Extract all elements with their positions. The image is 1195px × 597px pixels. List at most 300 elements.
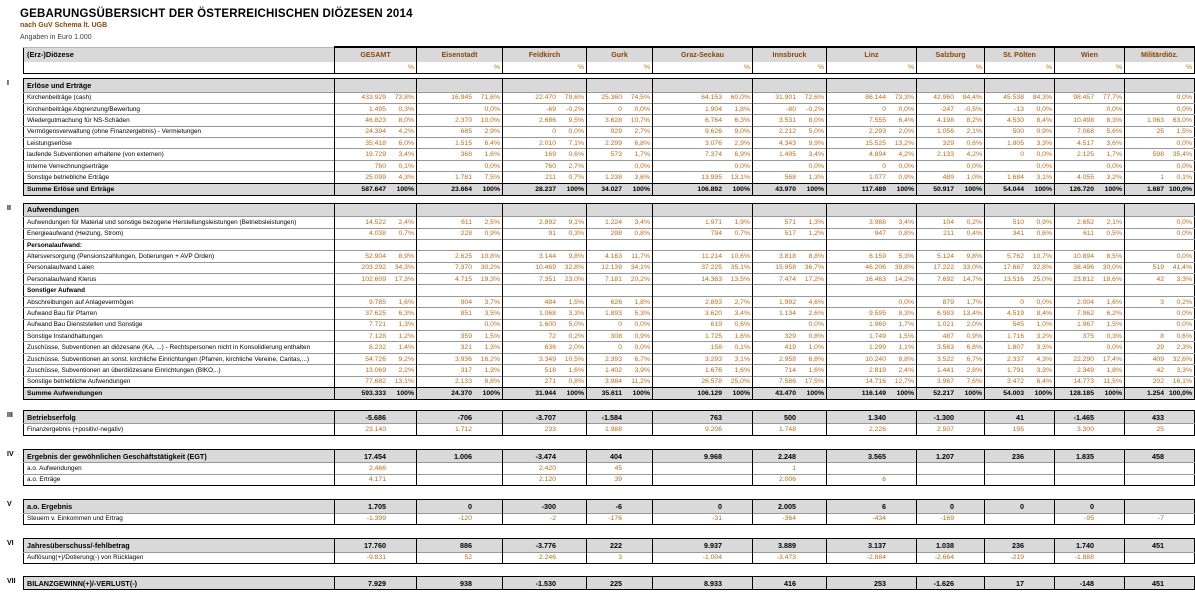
summary-value-cell: 1.006 — [417, 449, 503, 463]
value-cell: 2.420 — [503, 463, 587, 474]
value-percent-cell: 14.522 2,4% — [335, 217, 417, 228]
column-header-5: Innsbruck — [753, 47, 827, 62]
total-cell: 128.185 100% — [1055, 387, 1125, 399]
empty-cell — [587, 239, 653, 250]
value-percent-cell: 1.224 3,4% — [587, 217, 653, 228]
value-percent-cell: 611 0,5% — [1055, 228, 1125, 239]
percent-header-1: % — [417, 62, 503, 74]
column-header-7: Salzburg — [917, 47, 985, 62]
section-II — [4, 203, 1195, 400]
value-percent-cell: 573 1,7% — [587, 149, 653, 160]
value-percent-cell: 0 0,0% — [587, 103, 653, 114]
empty-cell — [503, 285, 587, 296]
value-percent-cell: 0 0,0% — [587, 342, 653, 353]
value-percent-cell: 25.360 74,5% — [587, 92, 653, 103]
empty-cell — [1125, 239, 1195, 250]
value-percent-cell: 0,0% — [587, 160, 653, 171]
value-percent-cell: 1.805 3,3% — [985, 138, 1055, 149]
value-cell: -219 — [985, 552, 1055, 563]
value-percent-cell: 228 0,9% — [417, 228, 503, 239]
value-percent-cell: 500 0,9% — [985, 126, 1055, 137]
value-cell — [1125, 474, 1195, 485]
value-cell — [1055, 474, 1125, 485]
value-percent-cell: 0,0% — [1125, 319, 1195, 330]
value-cell: 52 — [417, 552, 503, 563]
percent-header-10: % — [1125, 62, 1195, 74]
summary-value-cell: 17.454 — [335, 449, 417, 463]
summary-value-cell: 1.207 — [917, 449, 985, 463]
table-row — [24, 239, 1195, 250]
summary-value-cell: -5.686 — [335, 410, 417, 424]
value-percent-cell: 13.995 13,1% — [653, 172, 753, 183]
value-percent-cell: 98.457 77,7% — [1055, 92, 1125, 103]
value-percent-cell: 77.682 13,1% — [335, 376, 417, 387]
value-percent-cell: 0 0,0% — [503, 126, 587, 137]
section-table — [23, 576, 1195, 591]
table-row — [24, 474, 1195, 485]
table-row — [24, 138, 1195, 149]
value-percent-cell: 23.812 18,6% — [1055, 274, 1125, 285]
column-header-10: Militärdiöz. — [1125, 47, 1195, 62]
percent-header-8: % — [985, 62, 1055, 74]
value-percent-cell: 517 1,2% — [753, 228, 827, 239]
value-percent-cell: 271 0,8% — [503, 376, 587, 387]
empty-cell — [653, 203, 753, 217]
value-cell: 3 — [587, 552, 653, 563]
value-cell: -31 — [653, 513, 753, 524]
percent-header-2: % — [503, 62, 587, 74]
table-header-block — [4, 46, 1195, 74]
empty-cell — [827, 239, 917, 250]
section-table — [23, 449, 1195, 486]
value-percent-cell: 25.099 4,3% — [335, 172, 417, 183]
value-percent-cell: 714 1,6% — [753, 365, 827, 376]
value-percent-cell: 1.971 1,9% — [653, 217, 753, 228]
value-percent-cell: 1.299 1,1% — [827, 342, 917, 353]
value-percent-cell: 1.495 3,4% — [753, 149, 827, 160]
summary-value-cell: 763 — [653, 410, 753, 424]
table-row — [24, 228, 1195, 239]
value-percent-cell: 571 1,3% — [753, 217, 827, 228]
value-percent-cell: 2.393 6,7% — [587, 353, 653, 364]
value-percent-cell: 2.004 1,6% — [1055, 296, 1125, 307]
column-header-4: Graz-Seckau — [653, 47, 753, 62]
value-percent-cell: 4.894 4,2% — [827, 149, 917, 160]
value-percent-cell: 947 0,8% — [827, 228, 917, 239]
value-cell — [917, 474, 985, 485]
value-percent-cell: 46.823 8,0% — [335, 115, 417, 126]
value-percent-cell: 568 1,3% — [753, 172, 827, 183]
value-percent-cell: 3.628 10,7% — [587, 115, 653, 126]
value-percent-cell: 2.212 5,0% — [753, 126, 827, 137]
value-percent-cell: 298 0,8% — [587, 228, 653, 239]
row-label: Zuschüsse, Subventionen an sonst. kirchliche Einrichtungen (Pfarren, kirchliche Vereine, Caritas,...) — [24, 353, 335, 364]
value-percent-cell: 0,0% — [1125, 138, 1195, 149]
value-percent-cell: 2.370 10,0% — [417, 115, 503, 126]
title-block — [0, 0, 1195, 41]
value-percent-cell: 4.519 8,4% — [985, 308, 1055, 319]
value-percent-cell: 7.351 23,0% — [503, 274, 587, 285]
value-cell — [417, 474, 503, 485]
value-percent-cell: 3 0,2% — [1125, 296, 1195, 307]
value-percent-cell: 409 32,6% — [1125, 353, 1195, 364]
value-percent-cell: 7.181 20,2% — [587, 274, 653, 285]
value-percent-cell: 760 0,1% — [335, 160, 417, 171]
corner-label: (Erz-)Diözese — [24, 47, 335, 62]
value-percent-cell: 5.124 9,8% — [917, 251, 985, 262]
value-percent-cell: 46.206 39,8% — [827, 262, 917, 273]
row-label: Auflösung(+)/Dotierung(-) von Rücklagen — [24, 552, 335, 563]
value-percent-cell: 15.525 13,2% — [827, 138, 917, 149]
unit-note: Angaben in Euro 1.000 — [20, 34, 92, 41]
value-percent-cell: 1.684 3,1% — [985, 172, 1055, 183]
total-cell: 593.333 100% — [335, 387, 417, 399]
section-numeral: III — [7, 411, 13, 419]
value-percent-cell: 1.676 1,6% — [653, 365, 753, 376]
diocese-header-row — [24, 47, 1195, 62]
value-percent-cell: 16.463 14,2% — [827, 274, 917, 285]
value-percent-cell: 3.293 3,1% — [653, 353, 753, 364]
value-percent-cell: 1.068 3,3% — [503, 308, 587, 319]
column-header-3: Gurk — [587, 47, 653, 62]
summary-value-cell: 9.968 — [653, 449, 753, 463]
value-percent-cell: 3.620 3,4% — [653, 308, 753, 319]
value-cell: 2.006 — [753, 474, 827, 485]
row-label: Kirchenbeiträge Abgrenzung/Bewertung — [24, 103, 335, 114]
empty-cell — [917, 239, 985, 250]
table-row — [24, 217, 1195, 228]
value-percent-cell: 794 0,7% — [653, 228, 753, 239]
total-cell: 116.149 100% — [827, 387, 917, 399]
value-percent-cell: 12.139 34,1% — [587, 262, 653, 273]
corner-spacer — [24, 62, 335, 74]
empty-cell — [1125, 203, 1195, 217]
section-numeral: I — [7, 80, 9, 87]
value-cell: -169 — [917, 513, 985, 524]
value-percent-cell: 14.773 11,5% — [1055, 376, 1125, 387]
total-cell: 54.003 100% — [985, 387, 1055, 399]
value-cell: 4.171 — [335, 474, 417, 485]
table-row — [24, 342, 1195, 353]
total-cell: 43.970 100% — [753, 183, 827, 195]
value-percent-cell: 341 0,6% — [985, 228, 1055, 239]
value-percent-cell: 0,0% — [417, 160, 503, 171]
total-row — [24, 183, 1195, 195]
summary-value-cell: 3.889 — [753, 539, 827, 553]
value-percent-cell: 158 0,1% — [653, 342, 753, 353]
value-cell — [985, 513, 1055, 524]
value-percent-cell: 10.498 8,3% — [1055, 115, 1125, 126]
value-percent-cell: 17.222 33,0% — [917, 262, 985, 273]
total-label: Summe Erlöse und Erträge — [24, 183, 335, 195]
value-percent-cell: 38.496 30,0% — [1055, 262, 1125, 273]
report-title: GEBARUNGSÜBERSICHT DER ÖSTERREICHISCHEN DIÖZESEN 2014 — [20, 8, 413, 20]
summary-value-cell: 225 — [587, 576, 653, 590]
empty-cell — [1055, 285, 1125, 296]
empty-cell — [653, 79, 753, 93]
row-label: Sonstige betriebliche Erträge — [24, 172, 335, 183]
summary-value-cell: 1.835 — [1055, 449, 1125, 463]
summary-value-cell: 404 — [587, 449, 653, 463]
table-row — [24, 285, 1195, 296]
section-IV — [4, 449, 1195, 486]
summary-value-cell: 7.929 — [335, 576, 417, 590]
summary-value-cell: 451 — [1125, 576, 1195, 590]
value-percent-cell: 433.929 73,8% — [335, 92, 417, 103]
value-percent-cell: 0 0,0% — [985, 296, 1055, 307]
column-header-0: GESAMT — [335, 47, 417, 62]
summary-value-cell: -1.584 — [587, 410, 653, 424]
empty-cell — [587, 79, 653, 93]
value-percent-cell: 1.716 3,2% — [985, 331, 1055, 342]
value-percent-cell: 4.530 8,4% — [985, 115, 1055, 126]
value-cell: 39 — [587, 474, 653, 485]
row-label: Altersversorgung (Pensionszahlungen, Dotierungen + AVP Orden) — [24, 251, 335, 262]
summary-value-cell: 0 — [1055, 500, 1125, 514]
empty-cell — [985, 239, 1055, 250]
row-label: Aufwendungen für Material und sonstige bezogene Herstellungsleistungen (Betriebsleistungen) — [24, 217, 335, 228]
value-percent-cell: 1.515 6,4% — [417, 138, 503, 149]
value-percent-cell: 4.198 8,2% — [917, 115, 985, 126]
value-percent-cell: 7.370 30,2% — [417, 262, 503, 273]
value-cell: 2.466 — [335, 463, 417, 474]
value-percent-cell: 879 1,7% — [917, 296, 985, 307]
empty-cell — [1055, 79, 1125, 93]
summary-title-row — [24, 500, 1195, 514]
value-percent-cell: 3.144 9,8% — [503, 251, 587, 262]
value-percent-cell: 19.729 3,4% — [335, 149, 417, 160]
percent-header-9: % — [1055, 62, 1125, 74]
section-table — [23, 499, 1195, 525]
value-percent-cell: 10.240 8,8% — [827, 353, 917, 364]
value-percent-cell: 0 0,0% — [587, 319, 653, 330]
value-percent-cell: 9.595 8,3% — [827, 308, 917, 319]
value-cell — [417, 463, 503, 474]
value-percent-cell: 4.343 9,9% — [753, 138, 827, 149]
value-cell: 1.988 — [587, 424, 653, 435]
empty-cell — [917, 203, 985, 217]
summary-value-cell: 1.340 — [827, 410, 917, 424]
section-numeral: VII — [7, 577, 16, 585]
table-row — [24, 513, 1195, 524]
value-percent-cell: 419 1,0% — [753, 342, 827, 353]
value-cell: 1.712 — [417, 424, 503, 435]
value-cell: 45 — [587, 463, 653, 474]
summary-value-cell: 236 — [985, 539, 1055, 553]
value-percent-cell: 1.238 3,6% — [587, 172, 653, 183]
empty-cell — [917, 285, 985, 296]
value-percent-cell: 45.538 84,3% — [985, 92, 1055, 103]
value-cell — [653, 474, 753, 485]
value-percent-cell: 17.687 32,8% — [985, 262, 1055, 273]
value-percent-cell: 10.894 8,5% — [1055, 251, 1125, 262]
total-cell: 106.892 100% — [653, 183, 753, 195]
value-percent-cell: 3.818 8,8% — [753, 251, 827, 262]
table-row — [24, 262, 1195, 273]
value-percent-cell: 91 0,3% — [503, 228, 587, 239]
value-percent-cell: 611 2,5% — [417, 217, 503, 228]
value-percent-cell: 13.516 25,0% — [985, 274, 1055, 285]
summary-title-row — [24, 410, 1195, 424]
summary-value-cell: 458 — [1125, 449, 1195, 463]
value-percent-cell: 29 2,3% — [1125, 342, 1195, 353]
section-table — [23, 410, 1195, 436]
value-cell: 2.507 — [917, 424, 985, 435]
section-VI — [4, 538, 1195, 564]
value-percent-cell: 7.721 1,3% — [335, 319, 417, 330]
summary-value-cell: 1.038 — [917, 539, 985, 553]
summary-value-cell: 433 — [1125, 410, 1195, 424]
value-percent-cell: 1.791 3,3% — [985, 365, 1055, 376]
value-percent-cell: 0 0,0% — [827, 160, 917, 171]
value-cell: -176 — [587, 513, 653, 524]
row-label: laufende Subventionen erhaltene (von externen) — [24, 149, 335, 160]
value-percent-cell: 484 1,5% — [503, 296, 587, 307]
value-percent-cell: 308 0,9% — [587, 331, 653, 342]
value-percent-cell: 203.292 34,3% — [335, 262, 417, 273]
value-percent-cell: 3.936 16,2% — [417, 353, 503, 364]
value-percent-cell: 6.159 5,3% — [827, 251, 917, 262]
total-cell: 117.489 100% — [827, 183, 917, 195]
section-title: Aufwendungen — [24, 203, 335, 217]
total-cell: 24.370 100% — [417, 387, 503, 399]
value-percent-cell: 0 0,0% — [827, 103, 917, 114]
value-percent-cell: 619 0,6% — [653, 319, 753, 330]
value-percent-cell: 0,0% — [653, 160, 753, 171]
empty-cell — [827, 79, 917, 93]
summary-value-cell: 451 — [1125, 539, 1195, 553]
value-percent-cell: 3.984 11,2% — [587, 376, 653, 387]
value-percent-cell: 0,0% — [417, 103, 503, 114]
value-cell: 6 — [827, 474, 917, 485]
empty-cell — [753, 285, 827, 296]
value-percent-cell: 0,0% — [985, 160, 1055, 171]
summary-value-cell: 6 — [827, 500, 917, 514]
value-cell: 1 — [753, 463, 827, 474]
column-header-1: Eisenstadt — [417, 47, 503, 62]
value-percent-cell: 2.337 4,3% — [985, 353, 1055, 364]
value-percent-cell: 1 0,1% — [1125, 172, 1195, 183]
value-percent-cell: 35.418 6,0% — [335, 138, 417, 149]
value-percent-cell: 489 1,0% — [917, 172, 985, 183]
value-percent-cell: 2.349 1,8% — [1055, 365, 1125, 376]
table-row — [24, 319, 1195, 330]
value-percent-cell: 211 0,4% — [917, 228, 985, 239]
value-percent-cell: 0,0% — [753, 319, 827, 330]
summary-value-cell: 3.565 — [827, 449, 917, 463]
value-percent-cell: 7.555 6,4% — [827, 115, 917, 126]
value-cell: 2.120 — [503, 474, 587, 485]
numeral-gutter — [4, 46, 23, 48]
value-cell: 2.246 — [503, 552, 587, 563]
value-percent-cell: 4.055 3,2% — [1055, 172, 1125, 183]
percent-header-7: % — [917, 62, 985, 74]
value-cell — [985, 463, 1055, 474]
percent-header-3: % — [587, 62, 653, 74]
column-header-8: St. Pölten — [985, 47, 1055, 62]
summary-value-cell: 253 — [827, 576, 917, 590]
value-cell: 25 — [1125, 424, 1195, 435]
value-cell — [827, 463, 917, 474]
table-row — [24, 172, 1195, 183]
column-header-2: Feldkirch — [503, 47, 587, 62]
empty-cell — [753, 239, 827, 250]
section-table — [23, 203, 1195, 400]
column-header-9: Wien — [1055, 47, 1125, 62]
value-percent-cell: 0,0% — [1125, 217, 1195, 228]
value-percent-cell: 1.402 3,9% — [587, 365, 653, 376]
empty-cell — [587, 285, 653, 296]
summary-value-cell: 8.933 — [653, 576, 753, 590]
value-percent-cell: 3.988 3,4% — [827, 217, 917, 228]
value-cell — [1125, 463, 1195, 474]
row-label: Aufwand Bau Dienststellen und Sonstige — [24, 319, 335, 330]
value-percent-cell: 0,0% — [1125, 103, 1195, 114]
value-percent-cell: 72 0,2% — [503, 331, 587, 342]
empty-cell — [653, 285, 753, 296]
row-label: Zuschüsse, Subventionen an überdiözesane Einrichtungen (BIKO,..) — [24, 365, 335, 376]
empty-cell — [985, 203, 1055, 217]
value-percent-cell: 1.807 3,3% — [985, 342, 1055, 353]
value-percent-cell: 0,0% — [1055, 342, 1125, 353]
value-percent-cell: 2.133 4,2% — [917, 149, 985, 160]
summary-value-cell: 222 — [587, 539, 653, 553]
value-percent-cell: 15.958 36,7% — [753, 262, 827, 273]
value-percent-cell: 3.522 6,7% — [917, 353, 985, 364]
value-percent-cell: 3.472 6,4% — [985, 376, 1055, 387]
value-percent-cell: 368 1,6% — [417, 149, 503, 160]
row-label: Sonstige betriebliche Aufwendungen — [24, 376, 335, 387]
summary-value-cell: 2.248 — [753, 449, 827, 463]
summary-value-cell: 0 — [417, 500, 503, 514]
value-percent-cell: 0,0% — [1055, 160, 1125, 171]
value-percent-cell: 37.625 6,3% — [335, 308, 417, 319]
summary-value-cell: 938 — [417, 576, 503, 590]
section-numeral: V — [7, 501, 12, 509]
value-percent-cell: 1.056 2,1% — [917, 126, 985, 137]
value-percent-cell: 26.578 25,0% — [653, 376, 753, 387]
total-cell: 50.917 100% — [917, 183, 985, 195]
value-percent-cell: 31.901 72,6% — [753, 92, 827, 103]
total-cell: 28.237 100% — [503, 183, 587, 195]
summary-value-cell: -3.474 — [503, 449, 587, 463]
percent-header-4: % — [653, 62, 753, 74]
value-percent-cell: 1.967 1,5% — [1055, 319, 1125, 330]
empty-cell — [417, 285, 503, 296]
summary-value-cell — [1125, 500, 1195, 514]
percent-header-0: % — [335, 62, 417, 74]
value-percent-cell: 86.144 73,3% — [827, 92, 917, 103]
value-percent-cell: 1.495 0,3% — [335, 103, 417, 114]
value-cell: -9.831 — [335, 552, 417, 563]
value-percent-cell: 1.600 5,0% — [503, 319, 587, 330]
value-cell: -2.664 — [917, 552, 985, 563]
value-percent-cell: 102.609 17,3% — [335, 274, 417, 285]
value-percent-cell: 42.960 84,4% — [917, 92, 985, 103]
value-percent-cell: 0,0% — [1125, 160, 1195, 171]
row-label: Kirchenbeiträge (cash) — [24, 92, 335, 103]
total-cell: 1.254 100,0% — [1125, 387, 1195, 399]
summary-value-cell: 236 — [985, 449, 1055, 463]
value-percent-cell: 9.785 1,6% — [335, 296, 417, 307]
value-percent-cell: 1.441 2,8% — [917, 365, 985, 376]
total-cell: 54.044 100% — [985, 183, 1055, 195]
summary-value-cell: 500 — [753, 410, 827, 424]
value-percent-cell: 518 1,6% — [503, 365, 587, 376]
value-cell: 3.300 — [1055, 424, 1125, 435]
empty-cell — [417, 79, 503, 93]
value-percent-cell: 16.945 71,6% — [417, 92, 503, 103]
